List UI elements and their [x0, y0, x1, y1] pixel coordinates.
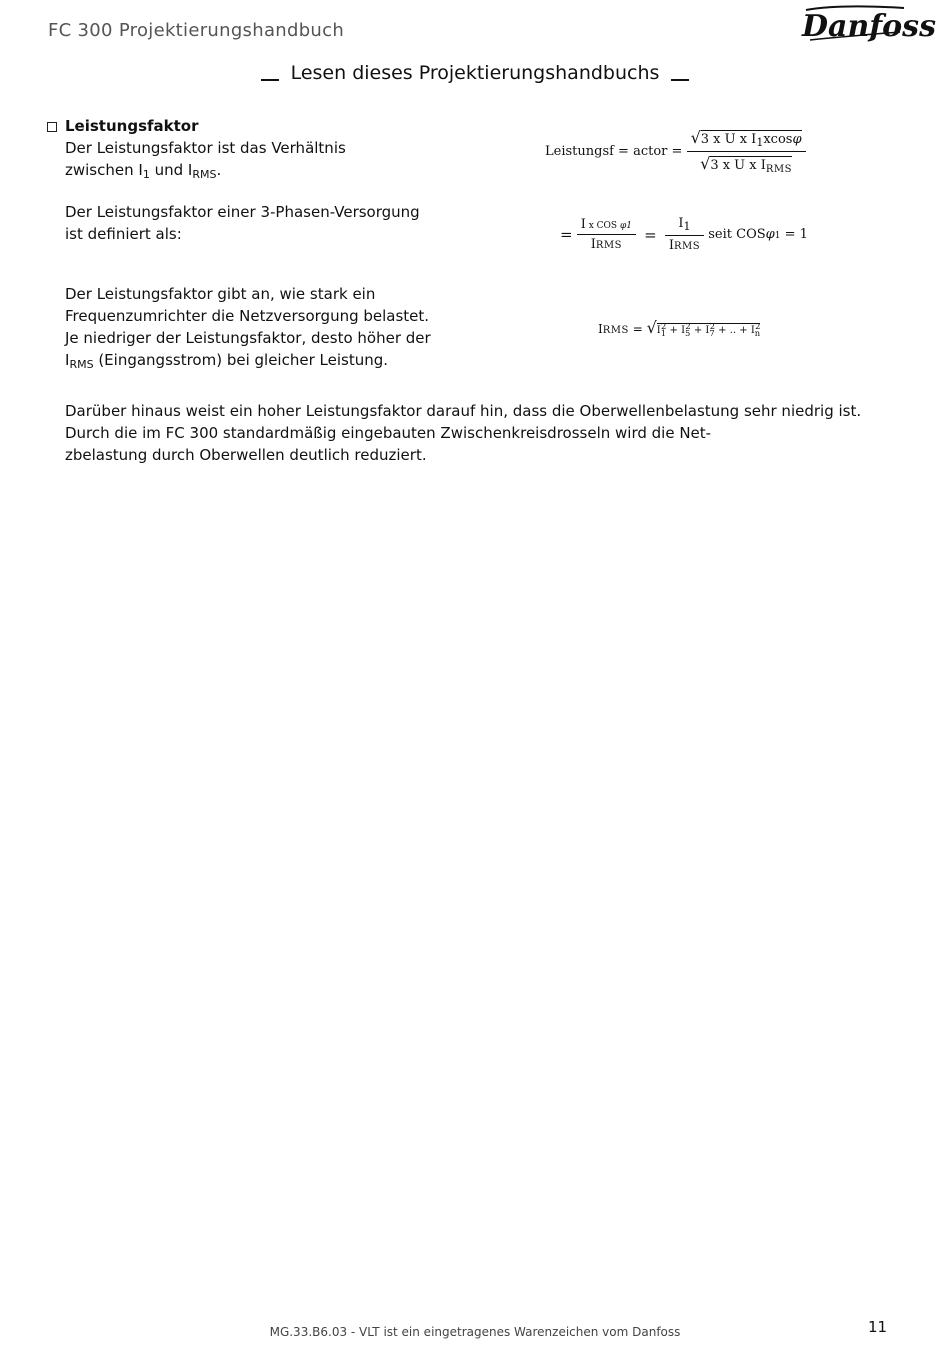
section-title: Lesen dieses Projektierungshandbuchs: [290, 62, 660, 84]
p4-line1: Darüber hinaus weist ein hoher Leistungsfaktor darauf hin, dass die Oberwellenbelastung sehr niedrig ist.: [65, 402, 862, 420]
section-heading: [0, 62, 950, 84]
danfoss-logo: [800, 2, 936, 46]
formula-power-factor: [545, 128, 806, 175]
f2-fraction-1: $\frac{\text{I x COS φ1}}{\text{IRMS}}$: [577, 217, 636, 252]
p3-line2: Frequenzumrichter die Netzversorgung belastet.: [65, 307, 430, 325]
p3-line3: Je niedriger der Leistungsfaktor, desto höher der: [65, 329, 431, 347]
footer-text: MG.33.B6.03 - VLT ist ein eingetragenes Warenzeichen vom Danfoss: [269, 1325, 681, 1339]
p4-line3: zbelastung durch Oberwellen deutlich reduziert.: [65, 446, 427, 464]
brand-name: Danfoss: [802, 9, 936, 44]
paragraph-2: [65, 201, 420, 245]
heading-dash-right: [671, 79, 689, 81]
heading-leistungsfaktor: Leistungsfaktor: [65, 117, 199, 135]
p3-line1: Der Leistungsfaktor gibt an, wie stark ein: [65, 285, 376, 303]
f1-fraction: $\frac{√3 x U x I_1xcos\varphi}{√3 x U x I_{RMS}}$: [687, 128, 806, 175]
f1-lhs: Leistungsf = actor =: [545, 144, 683, 159]
formula-irms: IRMS = $√I_1^2 + I_5^2 + I_7^2$ + .. + $I_n^2$: [598, 318, 761, 338]
p3-line4: $I_{RMS}$ (Eingangsstrom) bei gleicher Leistung.: [65, 351, 389, 371]
paragraph-1: [65, 137, 346, 186]
document-title: FC 300 Projektierungshandbuch: [48, 20, 345, 41]
f2-fraction-2: $\frac{I_1}{\text{IRMS}}$: [665, 216, 704, 253]
paragraph-3: [65, 283, 431, 376]
bullet-square-icon: [47, 122, 57, 132]
f2-condition: seit COSφ1 = 1: [708, 227, 808, 242]
page-number: 11: [868, 1318, 888, 1336]
paragraph-4: [65, 400, 861, 466]
p1-line2: zwischen $I_1$ und $I_{RMS}$.: [65, 161, 222, 181]
p2-line1: Der Leistungsfaktor einer 3-Phasen-Versorgung: [65, 203, 420, 221]
p4-line2: Durch die im FC 300 standardmäßig eingebauten Zwischenkreisdrosseln wird die Net-: [65, 424, 712, 442]
heading-dash-left: [261, 79, 279, 81]
formula-power-factor-simplified: = $\frac{\text{I x COS φ1}}{\text{IRMS}}$ = $\frac{I_1}{\text{IRMS}}$ seit COSφ1 = 1: [560, 216, 808, 253]
p2-line2: ist definiert als:: [65, 225, 182, 243]
p1-line1: Der Leistungsfaktor ist das Verhältnis: [65, 139, 346, 157]
